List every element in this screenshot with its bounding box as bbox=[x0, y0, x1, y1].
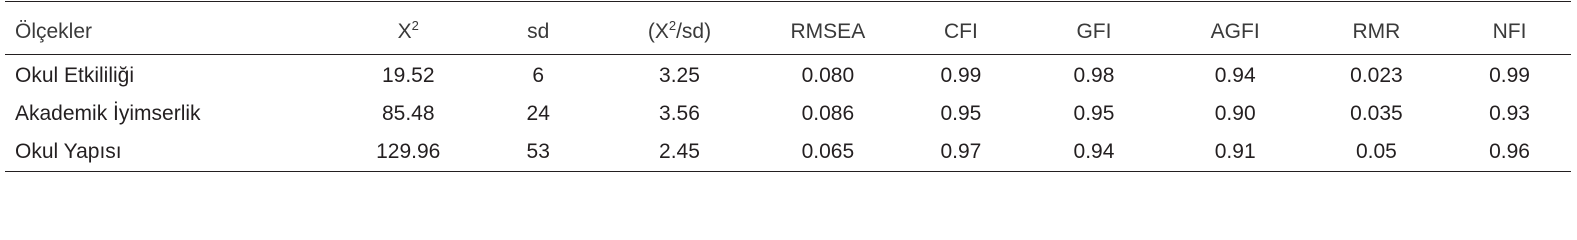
cell-rmr: 0.023 bbox=[1350, 64, 1403, 87]
header-cell-rmr: RMR bbox=[1352, 20, 1401, 43]
cell-rmr: 0.035 bbox=[1350, 102, 1403, 125]
cell-rmsea: 0.065 bbox=[801, 140, 855, 163]
cell-agfi: 0.90 bbox=[1214, 102, 1256, 125]
header-cell-chi-square: $X^2$ bbox=[397, 18, 419, 43]
cell-chi-square: 19.52 bbox=[381, 64, 435, 87]
cell-cfi: 0.99 bbox=[940, 64, 982, 87]
cell-nfi: 0.93 bbox=[1489, 102, 1530, 125]
cell-df: 6 bbox=[532, 64, 545, 87]
header-cell-nfi: NFI bbox=[1492, 20, 1527, 43]
cell-df: 24 bbox=[526, 102, 550, 125]
fit-indices-table bbox=[5, 1, 1571, 172]
cell-rmr: 0.05 bbox=[1355, 140, 1397, 163]
cell-nfi: 0.99 bbox=[1489, 64, 1530, 87]
cell-chi-square: 129.96 bbox=[376, 140, 441, 163]
cell-cfi: 0.97 bbox=[940, 140, 982, 163]
row-label: Okul Yapısı bbox=[15, 140, 122, 163]
cell-rmsea: 0.080 bbox=[801, 64, 855, 87]
header-cell-agfi: AGFI bbox=[1210, 20, 1260, 43]
row-label: Akademik İyimserlik bbox=[15, 102, 201, 125]
cell-ratio: 3.56 bbox=[659, 102, 700, 125]
table-body bbox=[5, 55, 1571, 172]
table-row bbox=[5, 95, 1571, 133]
cell-rmsea: 0.086 bbox=[801, 102, 855, 125]
header-cell-gfi: GFI bbox=[1076, 20, 1112, 43]
cell-cfi: 0.95 bbox=[940, 102, 982, 125]
header-cell-scales: Ölçekler bbox=[15, 20, 93, 43]
cell-gfi: 0.94 bbox=[1073, 140, 1115, 163]
cell-agfi: 0.91 bbox=[1214, 140, 1256, 163]
cell-nfi: 0.96 bbox=[1489, 140, 1530, 163]
cell-chi-square: 85.48 bbox=[381, 102, 435, 125]
cell-df: 53 bbox=[526, 140, 550, 163]
header-cell-rmsea: RMSEA bbox=[790, 20, 866, 43]
table-header bbox=[5, 2, 1571, 55]
row-label: Okul Etkililiği bbox=[15, 64, 135, 87]
cell-ratio: 3.25 bbox=[659, 64, 700, 87]
table-row bbox=[5, 133, 1571, 172]
header-cell-chi-square-df-ratio: $(X^2/sd)$ bbox=[647, 18, 712, 43]
cell-gfi: 0.98 bbox=[1073, 64, 1115, 87]
cell-agfi: 0.94 bbox=[1214, 64, 1256, 87]
table-row bbox=[5, 55, 1571, 96]
cell-ratio: 2.45 bbox=[659, 140, 700, 163]
cell-gfi: 0.95 bbox=[1073, 102, 1115, 125]
header-cell-cfi: CFI bbox=[943, 20, 978, 43]
header-row bbox=[5, 2, 1571, 55]
header-cell-df: sd bbox=[527, 20, 550, 43]
